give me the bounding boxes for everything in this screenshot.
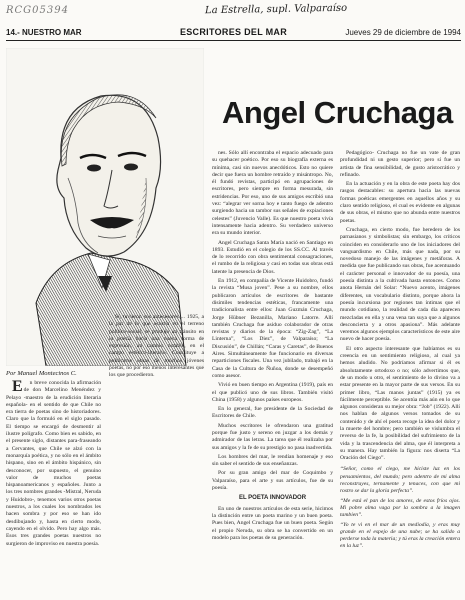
paragraph: Cruchaga, en cierto modo, fue heredero de los parnasianos y simbolistas; sin embargo, los críticos coinciden en considerarlo uno de los iniciadores del vanguardismo en Chile, más que nada, por su novedoso manejo de las imágenes y metáforas. A medida que fue publicando sus obras, fue acentuando el carácter personal e innovador de su poesía, una poesía distinta a la cultivada hasta entonces. Como anota Hernán del Solar: “Nuevo acento, imágenes diferentes, un vocabulario distinto, porque ahora la poesía incursiona por regiones tan íntimas que el mundo cotidiano, la realidad de cada día aparecen mezcladas en ella y una vena tan suya que a algunos desconcierta y a otros apasiona”. Más adelante veremos algunos ejemplos característicos de este aire nuevo de hacer poesía. (340, 226, 460, 343)
article-title: Angel Cruchaga (222, 95, 453, 130)
paragraph: nes. Sólo allí encontraba el espacio adecuado para su quehacer poético. Por eso su biografía externa es mínima, casi sin nuevos anecdóticos. Esto no quiere decir que fuera un hombre retraído y misántropo. No, él fundó revistas, participó en agrupaciones de escritores, pero siempre en forma mesurada, sin estridencias. Por eso, uno de sus amigos escribió una vez: “alegrar ver sorna hoy e tanto fuego de adentro surgiendo hacia un tambor sus señales de expiaciones celestes” (Juvencio Valle). Es que nuestro poeta vivía intensamente hacia adentro. Su verdadero universo era su mundo interior. (212, 150, 333, 237)
page-section-label: 14.- NUESTRO MAR (6, 28, 82, 37)
paragraph: Pedagógico- Cruchaga no fue un vate de gran profundidad ni un gesto superior; pero sí fue un artista de fina sensibilidad, de gusto aristocrático y refinado. (340, 150, 460, 178)
poem-quote (340, 466, 460, 550)
paragraph: Angel Cruchaga Santa María nació en Santiago en 1893. Estudió en el colegio de los SS.CC. Al través de lo recorrido con obra sentimental consagraciones, el rumbo de la religiosa y casi en todas sus obras está latente la presencia de Dios. (212, 239, 333, 275)
quote-line: “Me está el pan de los amores, de estos fríos ojos. Mi pobre alma vaga por la sombra a la imagen tambien”. (340, 497, 460, 519)
handwritten-note: La Estrella, supl. Valparaíso (204, 2, 348, 17)
article-column-4 (340, 150, 460, 595)
paragraph: Sí, tuvieron sus antecesores ... 1925, a la par de lo que ocurría en el terreno político-social, se produjo un tránsito en la poesía hacia una nueva forma de expresión, un cambio notable, en el campo estético-literario. Constituye a publicarse obras de muchos jóvenes poetas, no por eso menos interesantes que los que procedieron. (109, 314, 204, 379)
handwritten-annotations (0, 2, 465, 24)
article-column-2 (109, 314, 204, 595)
page-header (6, 26, 461, 41)
paragraph: En la actuación y en la obra de este poeta hay dos rasgos destacables: su apertura hacia las nuevas formas poéticas emergentes en aquellos años y su claro sentido religioso, el cual es evidente en algunas de sus obras, el mismo que no abunda entre nuestros poetas. (340, 181, 460, 224)
paragraph: Por su gran amigo del mar de Coquimbo y Valparaíso, para el arte y sus artículos, fue de su poesía. (212, 470, 333, 492)
issue-date: Jueves 29 de diciembre de 1994 (345, 28, 461, 37)
paragraph: En 1912, en compañía de Vicente Huidobro, fundó la revista “Musa joven”. Pese a su nombre, ellos publicaron artículos de escritores de bastante disímiles tendencias estéticas, francamente una tradicionalista entre ellos: Juan Guzmán Cruchaga, Jorge Hübner Bezanilla, Mariano Latorre. Allí también Cruchaga fue asiduo colaborador de otras revistas y diarios de la época: “Zig-Zag”, “La Linterna”, “Los Diez”, de Valparaíso; “La Discusión”, de Chillán; “Caras y Caretas”, de Buenos Aires. Simultáneamente fue funcionario en diversas reparticiones fiscales. Una vez jubilado, trabajó en la Casa de la Cultura de Ñuñoa, donde se desempeñó como asesor. (212, 278, 333, 379)
subheading: EL POETA INNOVADOR (238, 495, 307, 502)
paragraph: Muchos escritores le ofrendaron una gratitud porque fue justo y sereno en juzgar a los demás y admirador de las letras. La tarea que él realizaba por sus amigos y la fe de su prestigio no pasa inadvertida. (212, 422, 333, 451)
quote-line: “Señor, como el ciego, me hiciste luz en los pensamientos, del mundo; pero adentro de mi alma reconstruyes, ternamente y tenaces, con que mi rostro se dar la gloria perfecta”. (340, 466, 460, 495)
paragraph: Los hombres del mar, le rendían homenaje y eso sin saber el sentido de sus enseñanzas. (212, 453, 333, 468)
article-column-3 (212, 150, 333, 595)
drop-cap: E (12, 380, 23, 395)
paragraph: En uno de nuestros artículos de esta serie, hicimos la distinción entre un poeta marino y un buen poeta. Pues bien, Angel Cruchaga fue un buen poeta. Según el propio Neruda, su obra se ha convertido en un modelo para los poetas de su generación. (212, 505, 333, 541)
paragraph: El otro aspecto interesante que habíamos es su creencia en un sentimiento religioso, al cual ya hemos aludido. No podríamos afirmar si él es absolutamente ortodoxo o no; sólo advertimos que, de un modo u otro, el sentimiento de lo divino va a estar presente en la mayor parte de sus versos. En su primer libro, “Las manos juntas” (1915) ya es fácilmente perceptible. Se acentúa más aún en lo que algunos consideran su mejor obra: “Job” (1922). Allí nos hablan de algunos versos tomados de su contenido y de ahí el poeta recoge la idea del dolor y la muerte del hombre; pero también se vislumbra el reverso de la fe, la posibilidad del sufrimiento de la vida y la trascendencia del alma, que él interpreta a su manera. Hay también la figura: nos diserta “La Oración del Ciego”. (340, 345, 460, 462)
article-column-1 (6, 380, 101, 595)
byline: Por Manuel Montecinos C. (6, 370, 77, 377)
paragraph: En lo general, fue presidente de la Sociedad de Escritores de Chile. (212, 406, 333, 420)
paragraph: E n breve conocida la afirmación de don Marcelino Menéndez y Pelayo -maestro de la erudición literaria española- en el sentido de que Chile no era tierra de poetas sino de historiadores. Claro que la formuló en el siglo pasado. El tiempo se encargó de desmentir al ilustre polígrafo. Como bien es sabido, en el presente siglo, distantes para-fraseando a Cervantes, que Chile se alzó con la monarquía poética, y no sólo en el ámbito hispano, sino en el ámbito hispánico, sin desconocer, por supuesto, el genuino valor de muchos poetas hispanoamericanos y españoles. Junto a los tres nombres grandes -Mistral, Neruda y Huidobro-, tenemos varios otros poetas nuestros, a los cuales los nombrados les hacen sombra y por eso se han ido desdibujando y, hasta en cierto modo, cayendo en el olvido. Pero hay algo más. Esos tres grandes poetas nuestros no surgieron de improviso en nuestra poesía. (6, 380, 101, 547)
catalog-stamp: RCG05394 (6, 5, 69, 16)
quote-line: “Yo te vi en el mar de un mediodía, y eras muy grande en el espejo de una nube; se ha salido a perderse toda la materia; y tú eras la creación entera en la luz”. (340, 521, 460, 550)
section-title: ESCRITORES DEL MAR (179, 27, 288, 37)
paragraph: Vivió en buen tiempo en Argentina (1919), país en el que publicó uno de sus libros. También visitó China (1958) y algunos países europeos. (212, 382, 333, 403)
